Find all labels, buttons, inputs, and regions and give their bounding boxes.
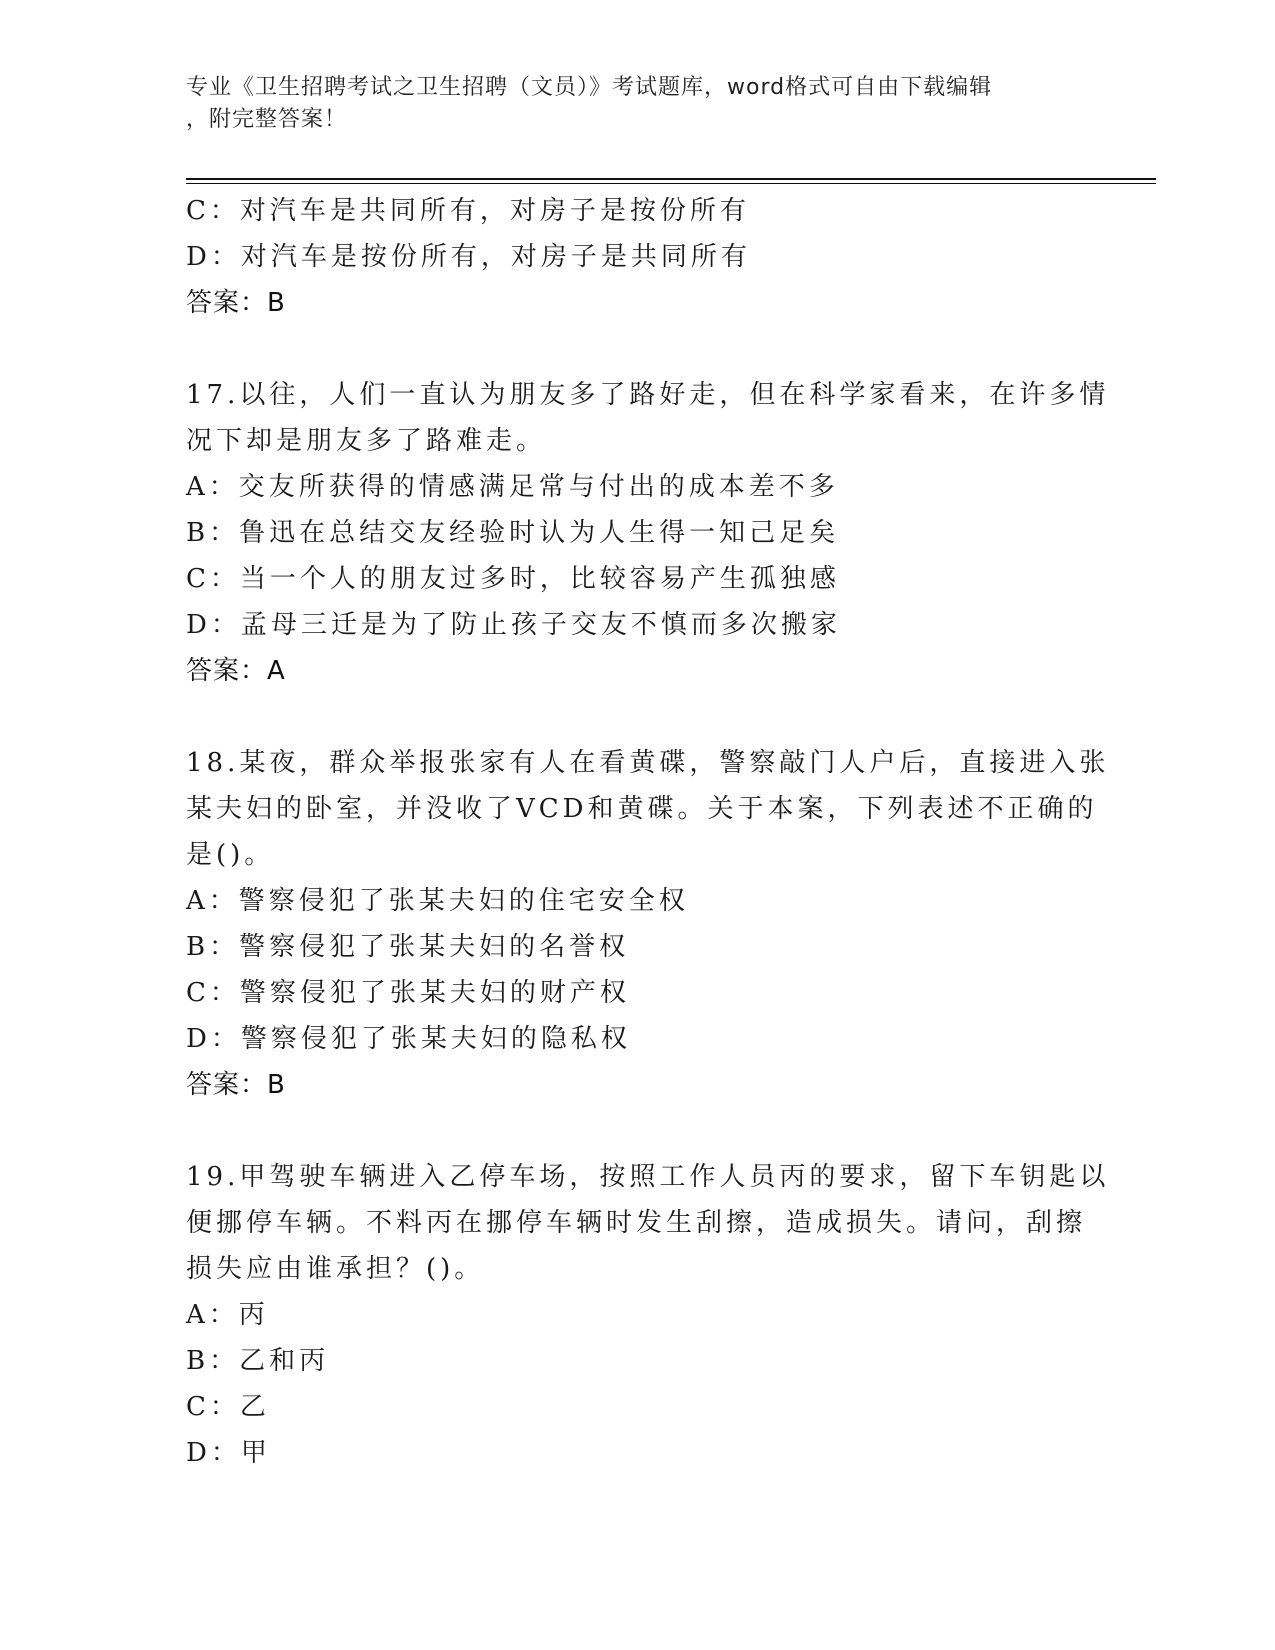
question-18 xyxy=(186,740,1110,1108)
question-stem-line: 某夫妇的卧室，并没收了VCD和黄碟。关于本案，下列表述不正确的 xyxy=(186,794,1098,824)
header-title-line-2: ，附完整答案！ xyxy=(186,107,348,132)
question-stem-line: 17.以往，人们一直认为朋友多了路好走，但在科学家看来，在许多情 xyxy=(186,380,1110,410)
question-stem-line: 18.某夜，群众举报张家有人在看黄碟，警察敲门人户后，直接进入张 xyxy=(186,748,1110,778)
option-b: B：鲁迅在总结交友经验时认为人生得一知己足矣 xyxy=(186,518,840,548)
answer-line: 答案：B xyxy=(186,1070,286,1100)
header-divider-thick xyxy=(186,178,1156,180)
question-stem-line: 损失应由谁承担？()。 xyxy=(186,1254,485,1284)
document-header xyxy=(186,72,1066,136)
answer-line: 答案：B xyxy=(186,288,286,318)
question-content xyxy=(186,188,1110,1476)
question-stem-line: 19.甲驾驶车辆进入乙停车场，按照工作人员丙的要求，留下车钥匙以 xyxy=(186,1162,1110,1192)
answer-line: 答案：A xyxy=(186,656,286,686)
option-c: C：对汽车是共同所有，对房子是按份所有 xyxy=(186,196,750,226)
option-d: D：甲 xyxy=(186,1438,271,1468)
spacer xyxy=(186,326,1086,372)
option-d: D：对汽车是按份所有，对房子是共同所有 xyxy=(186,242,751,272)
option-a: A：丙 xyxy=(186,1300,269,1330)
option-b: B：警察侵犯了张某夫妇的名誉权 xyxy=(186,932,630,962)
spacer xyxy=(186,1108,1086,1154)
option-d: D：警察侵犯了张某夫妇的隐私权 xyxy=(186,1024,631,1054)
option-a: A：警察侵犯了张某夫妇的住宅安全权 xyxy=(186,886,689,916)
question-19 xyxy=(186,1154,1110,1476)
option-c: C：警察侵犯了张某夫妇的财产权 xyxy=(186,978,630,1008)
question-17 xyxy=(186,372,1110,694)
option-a: A：交友所获得的情感满足常与付出的成本差不多 xyxy=(186,472,839,502)
option-c: C：当一个人的朋友过多时，比较容易产生孤独感 xyxy=(186,564,840,594)
question-stem-line: 便挪停车辆。不料丙在挪停车辆时发生刮擦，造成损失。请问，刮擦 xyxy=(186,1208,1087,1238)
option-b: B：乙和丙 xyxy=(186,1346,330,1376)
header-title-line-1: 专业《卫生招聘考试之卫生招聘（文员）》考试题库，word格式可自由下载编辑 xyxy=(186,75,993,100)
header-divider-thin xyxy=(186,183,1156,184)
option-c: C：乙 xyxy=(186,1392,270,1422)
question-stem-line: 是()。 xyxy=(186,840,275,870)
question-16-continued xyxy=(186,188,1086,326)
option-d: D：孟母三迁是为了防止孩子交友不慎而多次搬家 xyxy=(186,610,841,640)
spacer xyxy=(186,694,1086,740)
question-stem-line: 况下却是朋友多了路难走。 xyxy=(186,426,547,456)
